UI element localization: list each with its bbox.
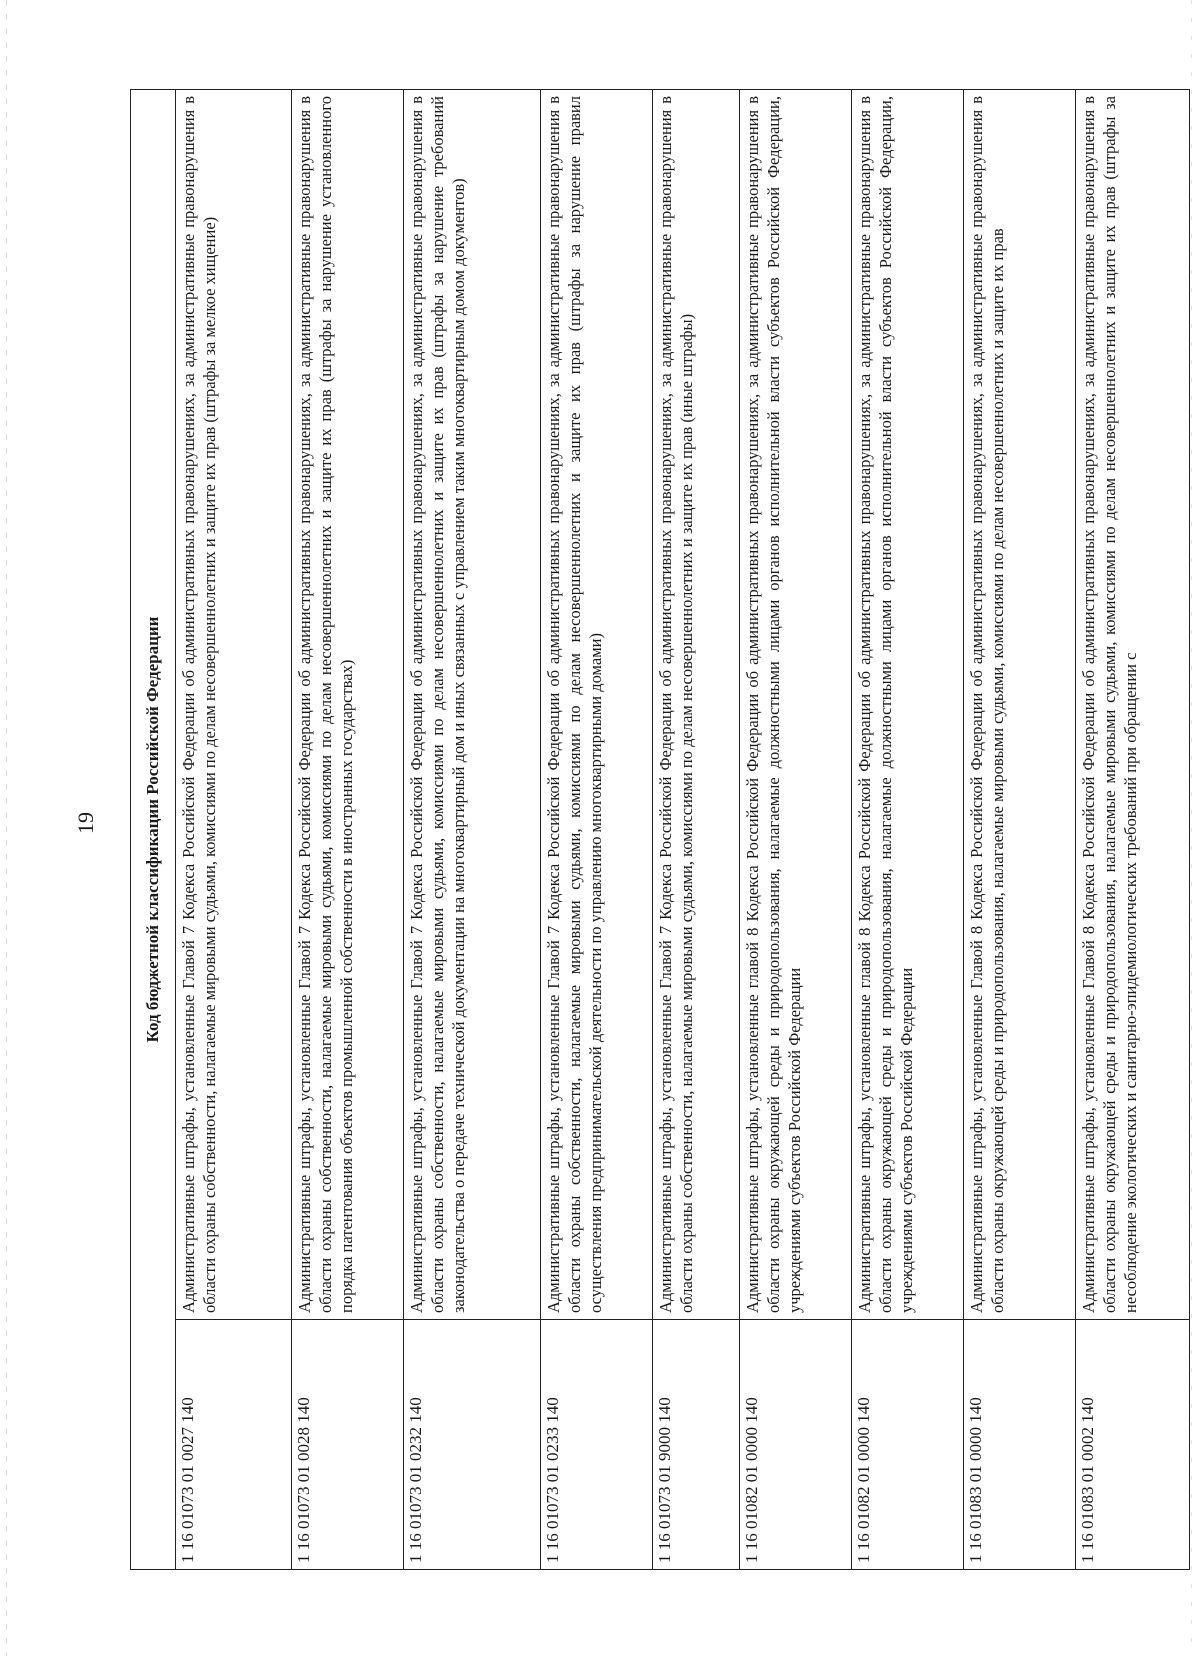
- budget-code: 1 16 01073 01 0233 140: [540, 1320, 652, 1570]
- budget-code: 1 16 01073 01 0027 140: [176, 1320, 292, 1570]
- row-description: Административные штрафы, установленные Главой 7 Кодекса Российской Федерации об административных правонарушениях, за административные правонарушения в области охраны собственности, налагаемые мировыми судьями, комиссиями по делам несовершеннолетних и защите их прав (иные штрафы): [652, 90, 739, 1320]
- table-row: [739, 90, 851, 1570]
- row-description: Административные штрафы, установленные главой 8 Кодекса Российской Федерации об административных правонарушениях, за административные правонарушения в области охраны окружающей среды и природопользования, налагаемые должностными лицами органов исполнительной власти субъектов Российской Федерации, учреждениями субъектов Российской Федерации: [739, 90, 851, 1320]
- row-description: Административные штрафы, установленные Главой 8 Кодекса Российской Федерации об административных правонарушениях, за административные правонарушения в области охраны окружающей среды и природопользования, налагаемые мировыми судьями, комиссиями по делам несовершеннолетних и защите их прав (штрафы за несоблюдение экологических и санитарно-эпидемиологических требований при обращении с: [1075, 90, 1189, 1320]
- page-number: 19: [73, 812, 98, 834]
- scan-edge-right: [1191, 0, 1192, 1656]
- table-row: [963, 90, 1075, 1570]
- budget-code: 1 16 01073 01 9000 140: [652, 1320, 739, 1570]
- row-description: Административные штрафы, установленные Главой 7 Кодекса Российской Федерации об административных правонарушениях, за административные правонарушения в области охраны собственности, налагаемые мировыми судьями, комиссиями по делам несовершеннолетних и защите их прав (штрафы за мелкое хищение): [176, 90, 292, 1320]
- budget-code: 1 16 01082 01 0000 140: [851, 1320, 963, 1570]
- table-row: [851, 90, 963, 1570]
- budget-code: 1 16 01073 01 0028 140: [292, 1320, 404, 1570]
- table-header-row: [131, 90, 176, 1570]
- row-description: Административные штрафы, установленные Главой 7 Кодекса Российской Федерации об административных правонарушениях, за административные правонарушения в области охраны собственности, налагаемые мировыми судьями, комиссиями по делам несовершеннолетних и защите их прав (штрафы за нарушение правил осуществления предпринимательской деятельности по управлению многоквартирными домами): [540, 90, 652, 1320]
- rotated-page: [130, 90, 1190, 1570]
- table-row: [176, 90, 292, 1570]
- row-description: Административные штрафы, установленные главой 8 Кодекса Российской Федерации об административных правонарушениях, за административные правонарушения в области охраны окружающей среды и природопользования, налагаемые должностными лицами органов исполнительной власти субъектов Российской Федерации, учреждениями субъектов Российской Федерации: [851, 90, 963, 1320]
- budget-code: 1 16 01083 01 0000 140: [963, 1320, 1075, 1570]
- scan-edge-left: [6, 0, 7, 1656]
- table-header: Код бюджетной классификации Российской Федерации: [131, 90, 176, 1570]
- row-description: Административные штрафы, установленные Главой 8 Кодекса Российской Федерации об административных правонарушениях, за административные правонарушения в области охраны окружающей среды и природопользования, налагаемые мировыми судьями, комиссиями по делам несовершеннолетних и защите их прав: [963, 90, 1075, 1320]
- budget-code: 1 16 01073 01 0232 140: [404, 1320, 541, 1570]
- row-description: Административные штрафы, установленные Главой 7 Кодекса Российской Федерации об административных правонарушениях, за административные правонарушения в области охраны собственности, налагаемые мировыми судьями, комиссиями по делам несовершеннолетних и защите их прав (штрафы за нарушение установленного порядка патентования объектов промышленной собственности в иностранных государствах): [292, 90, 404, 1320]
- table-row: [1075, 90, 1189, 1570]
- table-row: [292, 90, 404, 1570]
- row-description: Административные штрафы, установленные Главой 7 Кодекса Российской Федерации об административных правонарушениях, за административные правонарушения в области охраны собственности, налагаемые мировыми судьями, комиссиями по делам несовершеннолетних и защите их прав (штрафы за нарушение требований законодательства о передаче технической документации на многоквартирный дом и иных связанных с управлением таким многоквартирным домом документов): [404, 90, 541, 1320]
- budget-code-table: [130, 89, 1190, 1570]
- budget-code: 1 16 01082 01 0000 140: [739, 1320, 851, 1570]
- table-row: [404, 90, 541, 1570]
- budget-code: 1 16 01083 01 0002 140: [1075, 1320, 1189, 1570]
- table-row: [652, 90, 739, 1570]
- table-row: [540, 90, 652, 1570]
